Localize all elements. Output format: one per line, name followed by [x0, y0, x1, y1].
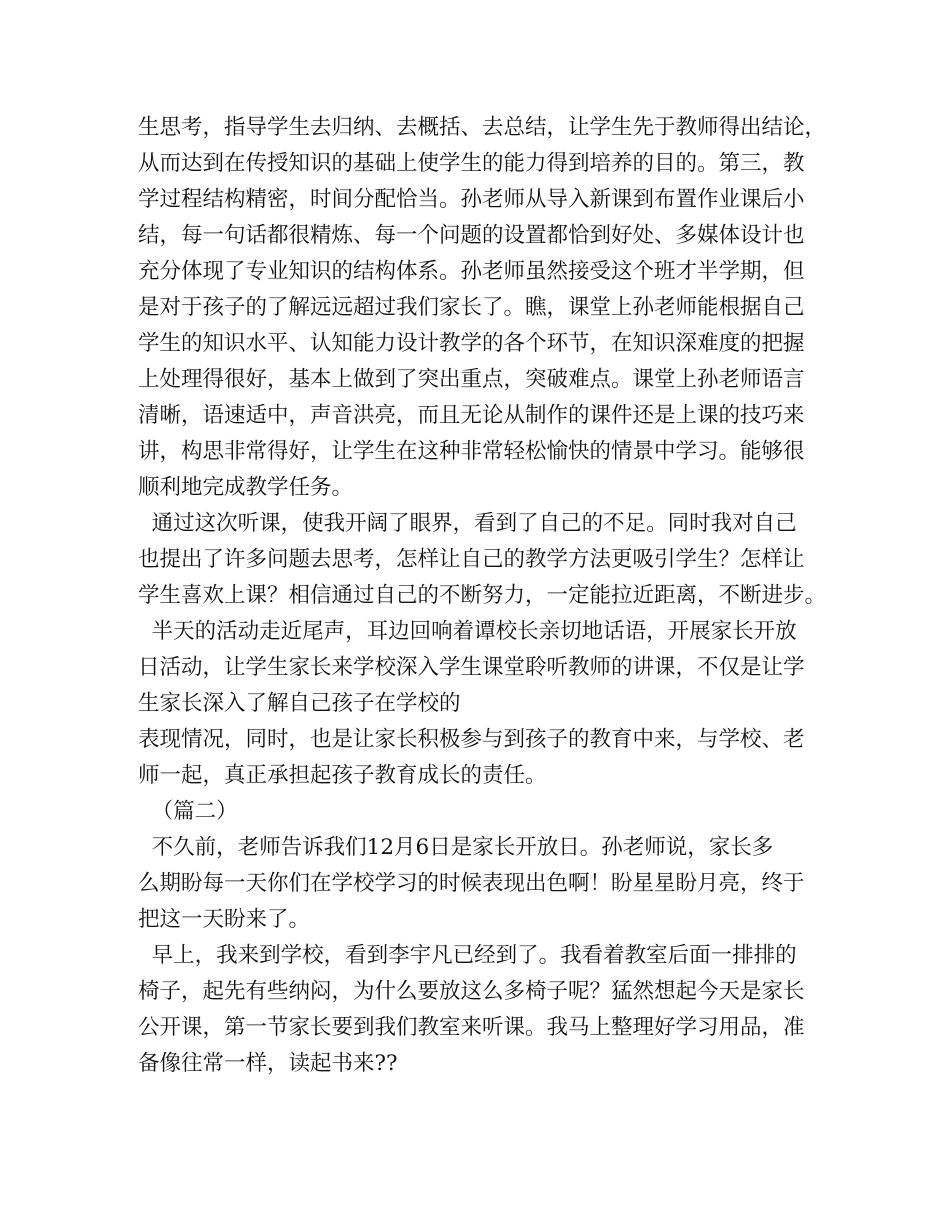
- text-line: 是对于孩子的了解远远超过我们家长了。瞧，课堂上孙老师能根据自己: [138, 295, 805, 320]
- text-line: 生思考，指导学生去归纳、去概括、去总结，让学生先于教师得出结论，: [138, 115, 827, 140]
- text-line: 公开课，第一节家长要到我们教室来听课。我马上整理好学习用品，准: [138, 1015, 805, 1040]
- text-line: 半天的活动走近尾声，耳边回响着谭校长亲切地话语，开展家长开放: [138, 619, 797, 644]
- text-line: 顺利地完成教学任务。: [138, 475, 354, 500]
- body-text: [138, 110, 828, 1082]
- text-line: 不久前，老师告诉我们12月6日是家长开放日。孙老师说，家长多: [138, 835, 774, 860]
- text-line: 师一起，真正承担起孩子教育成长的责任。: [138, 763, 547, 788]
- text-line: 表现情况，同时，也是让家长积极参与到孩子的教育中来，与学校、老: [138, 727, 805, 752]
- text-line: 备像往常一样，读起书来??: [138, 1051, 398, 1076]
- text-line: 上处理得很好，基本上做到了突出重点，突破难点。课堂上孙老师语言: [138, 367, 805, 392]
- text-line: 讲，构思非常得好，让学生在这种非常轻松愉快的情景中学习。能够很: [138, 439, 805, 464]
- text-line: 充分体现了专业知识的结构体系。孙老师虽然接受这个班才半学期，但: [138, 259, 805, 284]
- text-line: 学生喜欢上课？相信通过自己的不断努力，一定能拉近距离，不断进步。: [138, 583, 827, 608]
- text-line: 早上，我来到学校，看到李宇凡已经到了。我看着教室后面一排排的: [138, 943, 797, 968]
- text-line: 学过程结构精密，时间分配恰当。孙老师从导入新课到布置作业课后小: [138, 187, 805, 212]
- text-line: 从而达到在传授知识的基础上使学生的能力得到培养的目的。第三，教: [138, 151, 805, 176]
- text-line: 椅子，起先有些纳闷，为什么要放这么多椅子呢？猛然想起今天是家长: [138, 979, 805, 1004]
- text-line: 结，每一句话都很精炼、每一个问题的设置都恰到好处、多媒体设计也: [138, 223, 805, 248]
- text-line: 日活动，让学生家长来学校深入学生课堂聆听教师的讲课，不仅是让学: [138, 655, 805, 680]
- text-line: 把这一天盼来了。: [138, 907, 311, 932]
- text-line: 通过这次听课，使我开阔了眼界，看到了自己的不足。同时我对自己: [138, 511, 797, 536]
- text-line: 清晰，语速适中，声音洪亮，而且无论从制作的课件还是上课的技巧来: [138, 403, 805, 428]
- text-line: 也提出了许多问题去思考，怎样让自己的教学方法更吸引学生？怎样让: [138, 547, 805, 572]
- text-line: （篇二）: [138, 799, 238, 824]
- text-line: 么期盼每一天你们在学校学习的时候表现出色啊！盼星星盼月亮，终于: [138, 871, 805, 896]
- text-line: 学生的知识水平、认知能力设计教学的各个环节，在知识深难度的把握: [138, 331, 805, 356]
- text-line: 生家长深入了解自己孩子在学校的: [138, 691, 461, 716]
